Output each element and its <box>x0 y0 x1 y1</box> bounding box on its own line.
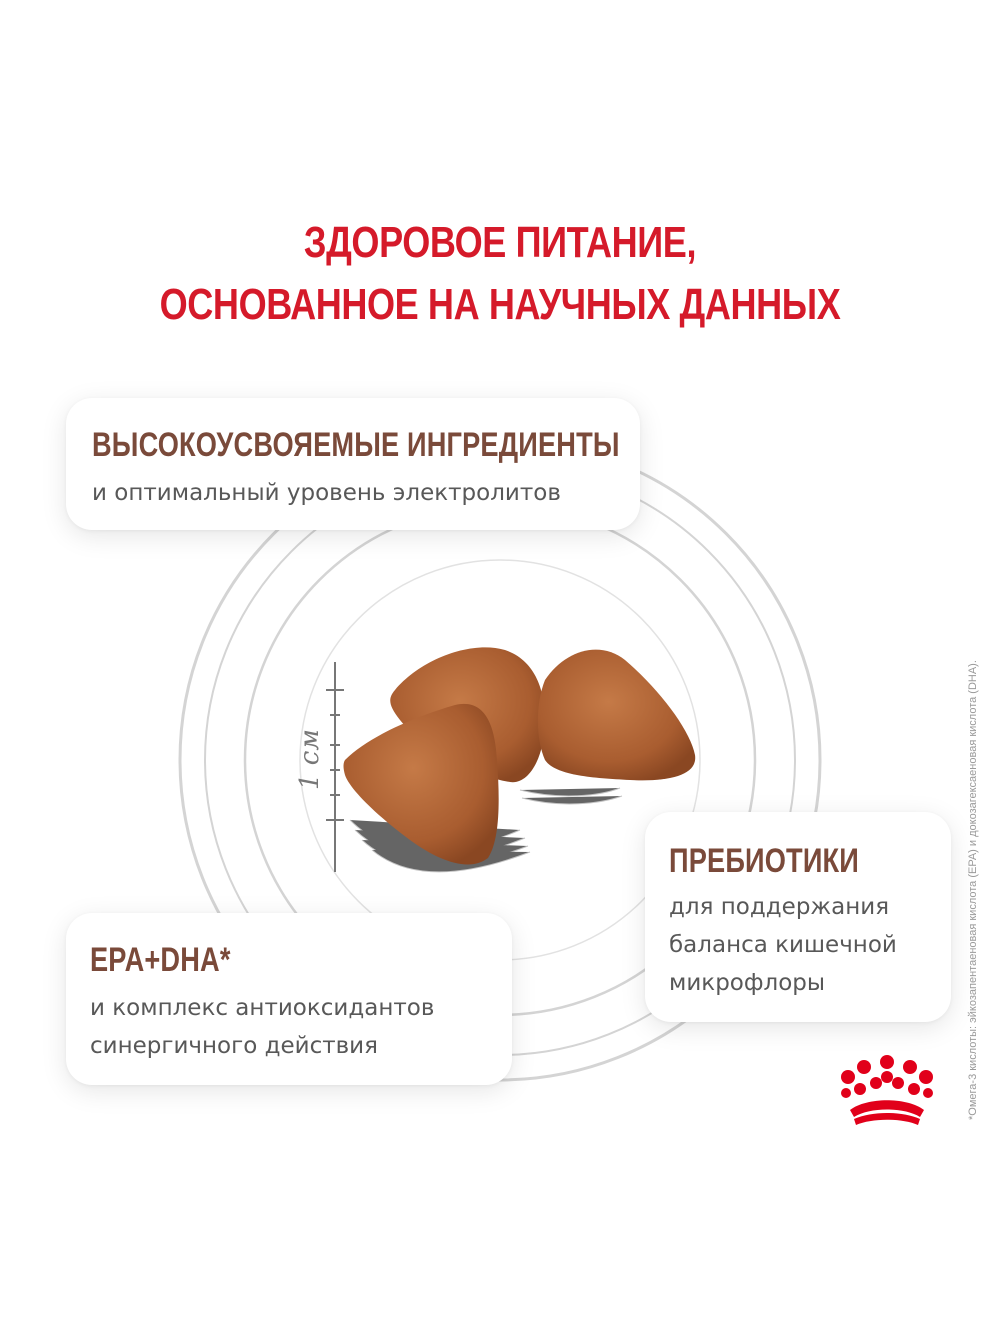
feature-card-ingredients <box>66 398 640 530</box>
footnote: *Омега-3 кислоты: эйкозапентаеновая кислота (EPA) и докозагексаеновая кислота (DHA). <box>967 660 979 1120</box>
feature-body-ingredients: и оптимальный уровень электролитов <box>92 480 561 506</box>
feature-body-prebiotics-3: микрофлоры <box>669 970 826 996</box>
headline-line-2: ОСНОВАННОЕ НА НАУЧНЫХ ДАННЫХ <box>159 280 841 329</box>
scale-label: 1 см <box>295 729 325 790</box>
feature-title-prebiotics: ПРЕБИОТИКИ <box>669 842 860 880</box>
headline <box>90 212 910 336</box>
feature-card-epa-dha <box>66 913 512 1085</box>
feature-body-prebiotics-1: для поддержания <box>669 894 890 920</box>
feature-body-epa-dha-2: синергичного действия <box>90 1033 378 1059</box>
feature-title-ingredients: ВЫСОКОУСВОЯЕМЫЕ ИНГРЕДИЕНТЫ <box>92 426 620 464</box>
feature-body-epa-dha-1: и комплекс антиоксидантов <box>90 995 435 1021</box>
feature-body-prebiotics-2: баланса кишечной <box>669 932 897 958</box>
scale-bar <box>326 662 344 872</box>
headline-line-1: ЗДОРОВОЕ ПИТАНИЕ, <box>303 218 697 267</box>
kibble-right <box>538 650 695 781</box>
feature-card-prebiotics <box>645 812 951 1022</box>
royal-crown-logo <box>832 1055 942 1135</box>
feature-title-epa-dha: EPA+DHA* <box>90 941 231 979</box>
